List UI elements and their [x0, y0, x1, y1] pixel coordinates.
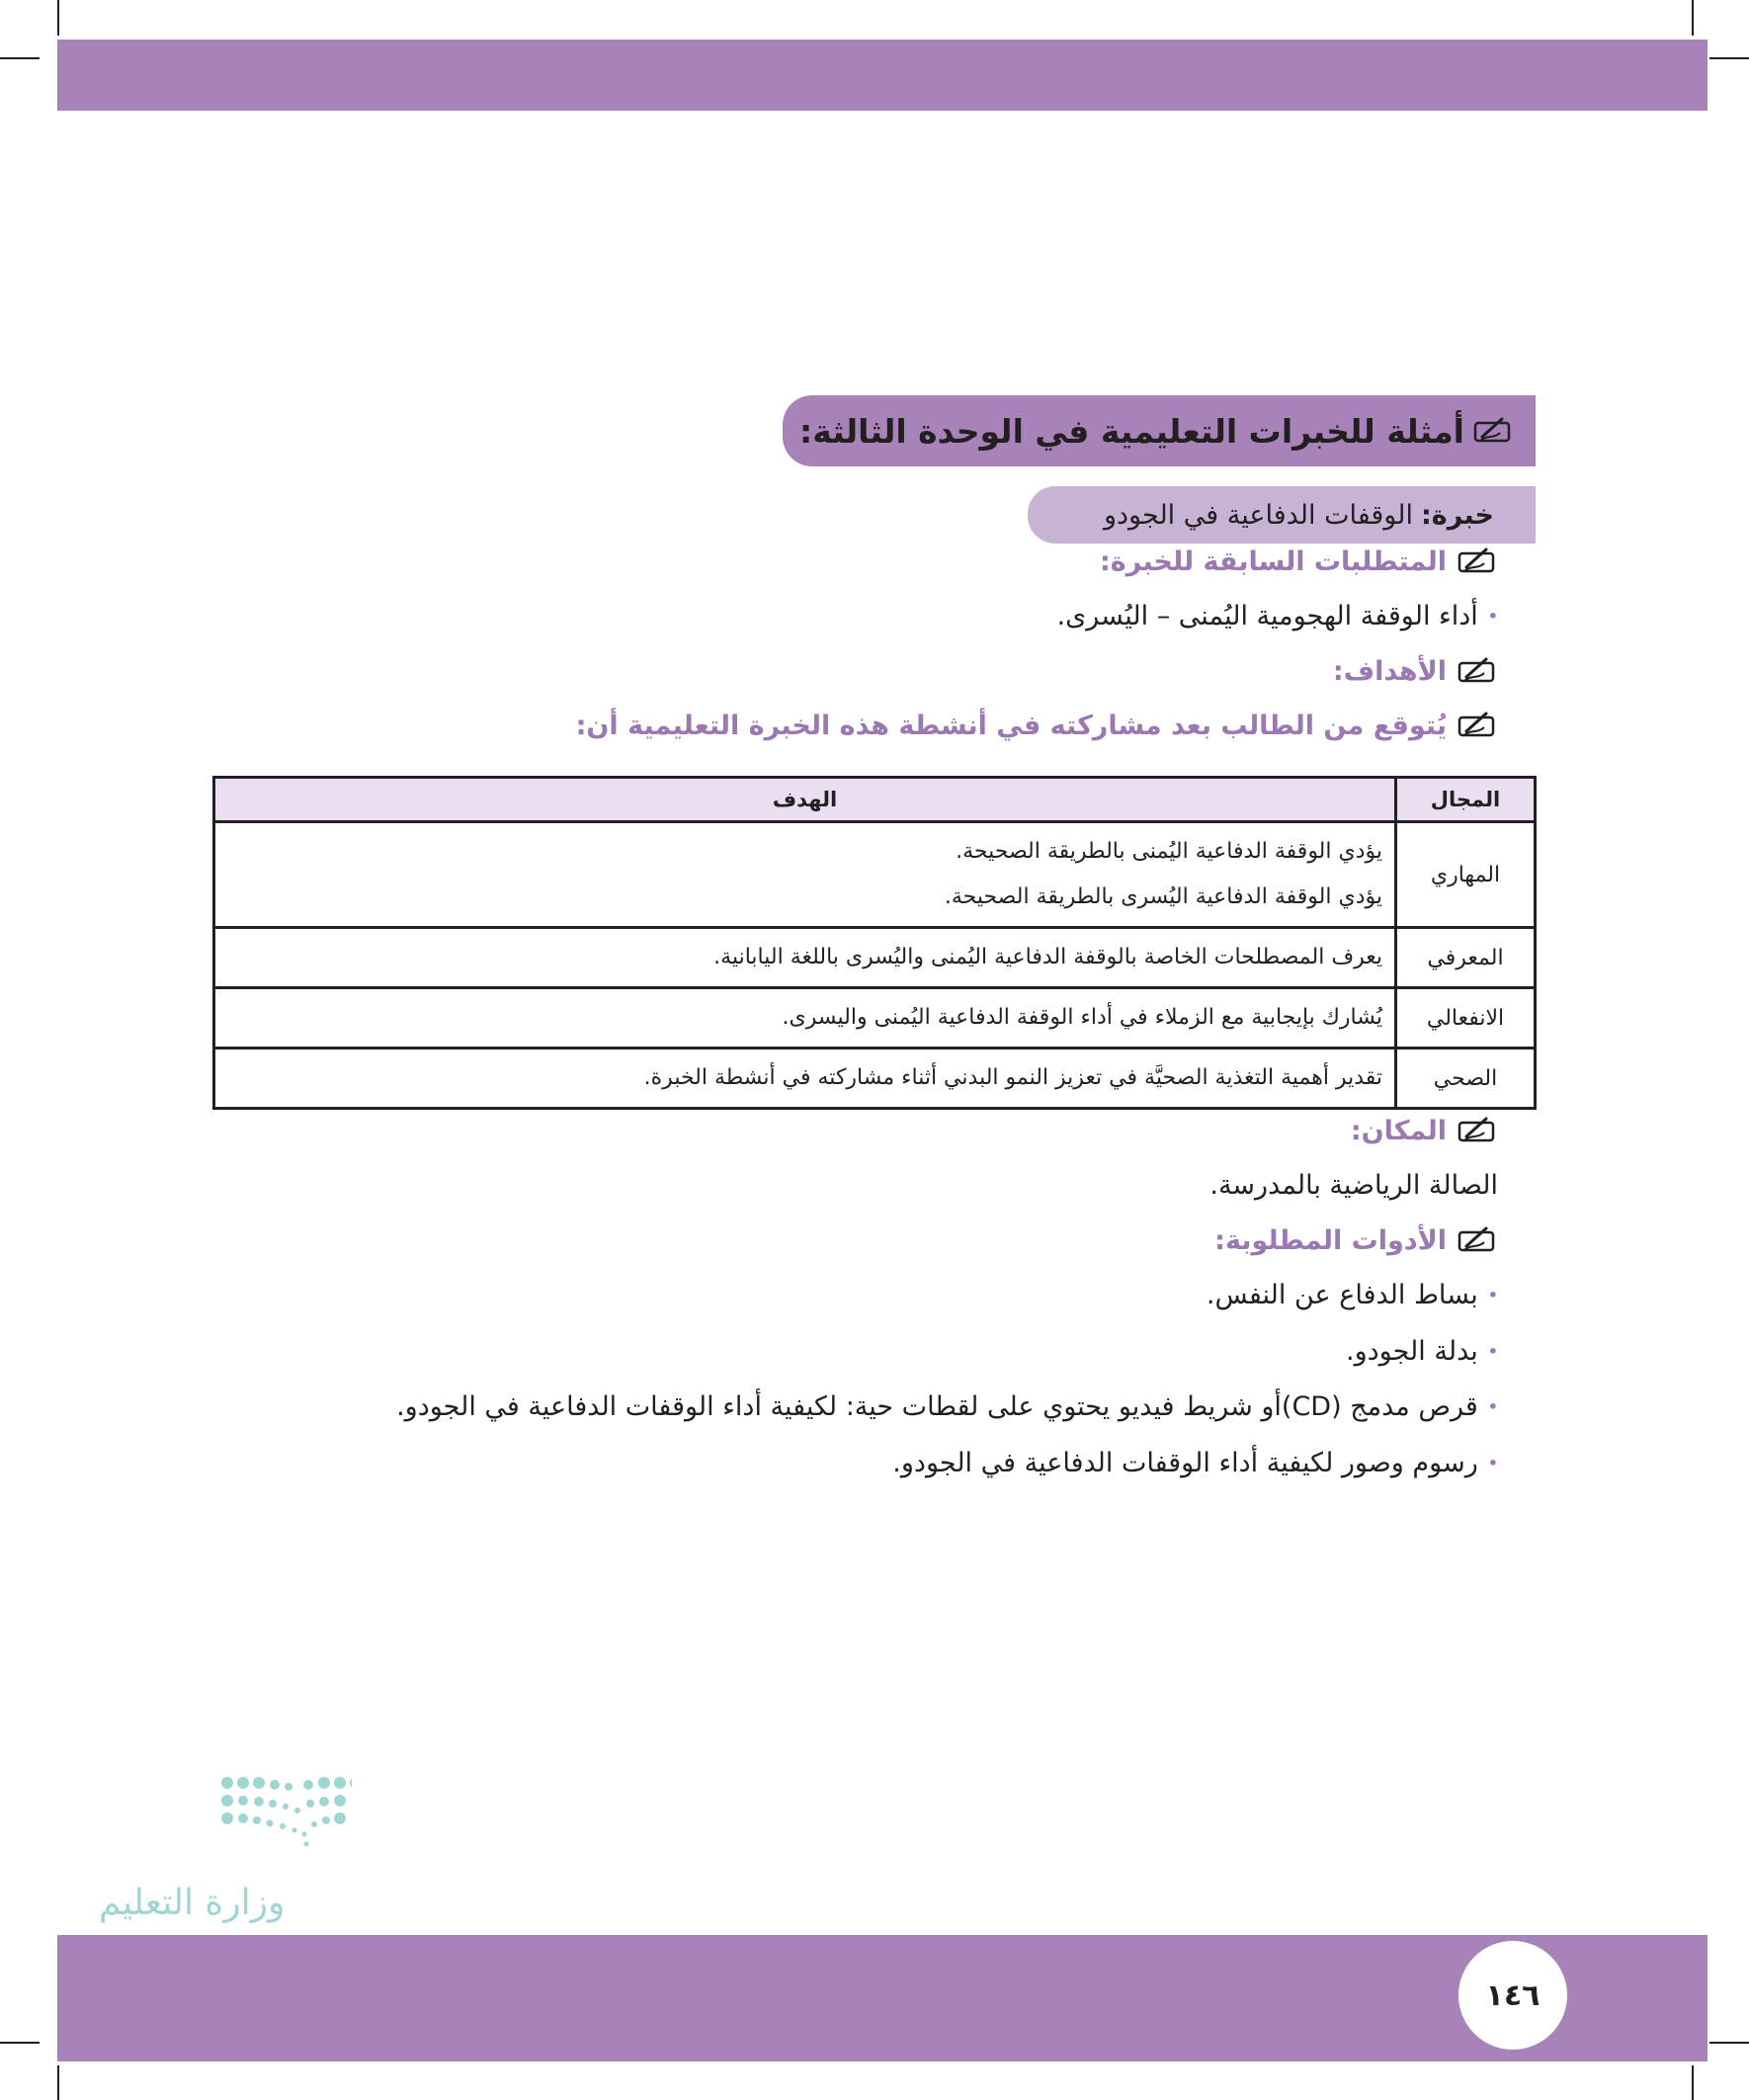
objectives-table [212, 776, 1537, 1110]
table-row [214, 822, 1536, 928]
writing-hand-icon [1457, 546, 1498, 577]
table-row [214, 988, 1536, 1049]
prerequisites-heading-row [1100, 546, 1498, 577]
goal-header: الهدف [214, 778, 1396, 822]
tool-item [1346, 1336, 1498, 1367]
tools-heading: الأدوات المطلوبة: [1214, 1224, 1447, 1256]
writing-hand-icon [1472, 415, 1514, 447]
objectives-heading: الأهداف: [1332, 655, 1447, 687]
tool-item [396, 1391, 1498, 1422]
tool-text: بساط الدفاع عن النفس. [1206, 1280, 1478, 1310]
bullet: • [1487, 1286, 1498, 1304]
tool-item [892, 1448, 1498, 1478]
tool-item [1207, 1280, 1498, 1310]
goal-text: يؤدي الوقفة الدفاعية اليُسرى بالطريقة الصحيحة. [944, 884, 1382, 909]
writing-hand-icon [1457, 710, 1498, 741]
field-cell: الانفعالي [1396, 988, 1536, 1049]
tool-text: بدلة الجودو. [1346, 1336, 1478, 1367]
field-cell: المهاري [1396, 822, 1536, 928]
section-title: أمثلة للخبرات التعليمية في الوحدة الثالثة: [799, 411, 1464, 451]
goal-cell [214, 1049, 1396, 1109]
goal-cell [214, 928, 1396, 988]
goal-cell [214, 822, 1396, 928]
bullet: • [1487, 1342, 1498, 1361]
place-heading: المكان: [1350, 1115, 1447, 1146]
goal-cell [214, 988, 1396, 1049]
objectives-intro: يُتوقع من الطالب بعد مشاركته في أنشطة هذه الخبرة التعليمية أن: [575, 710, 1447, 741]
prerequisite-item [1057, 601, 1498, 631]
ministry-name: وزارة التعليم [99, 1883, 286, 1923]
prerequisite-text: أداء الوقفة الهجومية اليُمنى – اليُسرى. [1056, 601, 1478, 631]
bullet: • [1487, 607, 1498, 626]
goal-text: يُشارك بإيجابية مع الزملاء في أداء الوقفة الدفاعية اليُمنى واليسرى. [782, 1005, 1382, 1030]
section-title-banner [783, 395, 1536, 466]
writing-hand-icon [1457, 1115, 1498, 1146]
experience-banner [1028, 486, 1536, 544]
bullet: • [1487, 1454, 1498, 1472]
table-row [214, 928, 1536, 988]
writing-hand-icon [1457, 1224, 1498, 1256]
objectives-heading-row [1333, 655, 1498, 687]
prerequisites-heading: المتطلبات السابقة للخبرة: [1099, 546, 1447, 577]
table-header-row [214, 778, 1536, 822]
field-cell: الصحي [1396, 1049, 1536, 1109]
tool-text: رسوم وصور لكيفية أداء الوقفات الدفاعية في الجودو. [892, 1448, 1478, 1478]
field-cell: المعرفي [1396, 928, 1536, 988]
experience-label: خبرة: [1420, 499, 1494, 531]
place-row [1209, 1170, 1498, 1201]
tool-text: قرص مدمج (CD)أو شريط فيديو يحتوي على لقطات حية: لكيفية أداء الوقفات الدفاعية في الجودو. [396, 1391, 1478, 1422]
writing-hand-icon [1457, 655, 1498, 687]
tools-heading-row [1214, 1224, 1498, 1256]
place-text: الصالة الرياضية بالمدرسة. [1209, 1170, 1498, 1201]
objectives-intro-row [576, 710, 1498, 741]
place-heading-row [1351, 1115, 1498, 1146]
goal-text: يؤدي الوقفة الدفاعية اليُمنى بالطريقة الصحيحة. [956, 839, 1382, 864]
goal-text: تقدير أهمية التغذية الصحيَّة في تعزيز النمو البدني أثناء مشاركته في أنشطة الخبرة. [643, 1065, 1382, 1090]
goal-text: يعرف المصطلحات الخاصة بالوقفة الدفاعية اليُمنى واليُسرى باللغة اليابانية. [713, 945, 1382, 969]
page-number: ١٤٦ [1455, 1937, 1571, 2054]
field-header: المجال [1396, 778, 1536, 822]
bullet: • [1487, 1397, 1498, 1416]
table-row [214, 1049, 1536, 1109]
experience-name: الوقفات الدفاعية في الجودو [1104, 499, 1413, 531]
